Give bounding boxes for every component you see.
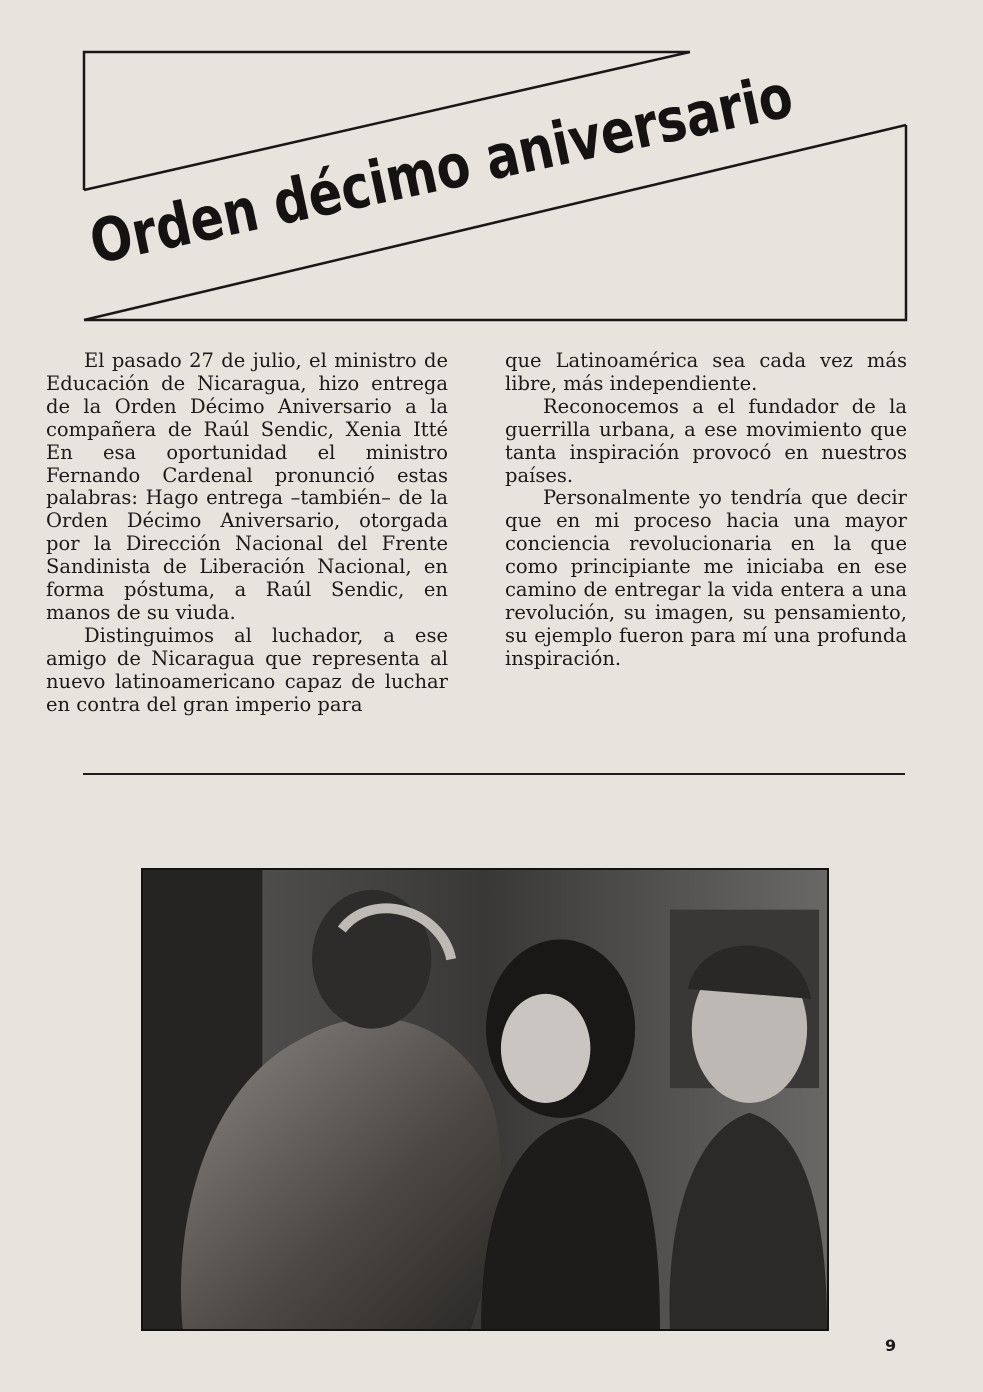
paragraph: Personalmente yo tendría que decir que en mi proceso hacia una mayor conciencia revolucionaria en la que como principiante me iniciaba en ese camino de entregar la vida entera a una revolución, su imagen, su pensamiento, su ejemplo fueron para mí una profunda inspiración. bbox=[505, 486, 907, 670]
right-column bbox=[505, 350, 907, 671]
left-column bbox=[46, 350, 448, 717]
paragraph: Reconocemos a el fundador de la guerrilla urbana, a ese movimiento que tanta inspiración provocó en nuestros países. bbox=[505, 394, 907, 487]
title-banner bbox=[70, 40, 920, 340]
article-body bbox=[46, 350, 906, 750]
page-number: 9 bbox=[885, 1336, 897, 1355]
photo-image bbox=[143, 870, 827, 1329]
paragraph: Distinguimos al luchador, a ese amigo de Nicaragua que representa al nuevo latinoamericano capaz de luchar en contra del gran imperio para bbox=[46, 623, 448, 716]
paragraph: El pasado 27 de julio, el ministro de Educación de Nicaragua, hizo entrega de la Orden Décimo Aniversario a la compañera de Raúl Sendic, Xenia Itté En esa oportunidad el ministro Fernando Cardenal pronunció estas palabras: Hago entrega –también– de la Orden Décimo Aniversario, otorgada por la Dirección Nacional del Frente Sandinista de Liberación Nacional, en forma póstuma, a Raúl Sendic, en manos de su viuda. bbox=[46, 349, 448, 624]
paragraph: que Latinoamérica sea cada vez más libre, más independiente. bbox=[505, 349, 907, 395]
section-divider bbox=[83, 773, 905, 775]
article-photo bbox=[141, 868, 829, 1331]
article-title: Orden décimo aniversario bbox=[84, 61, 799, 279]
